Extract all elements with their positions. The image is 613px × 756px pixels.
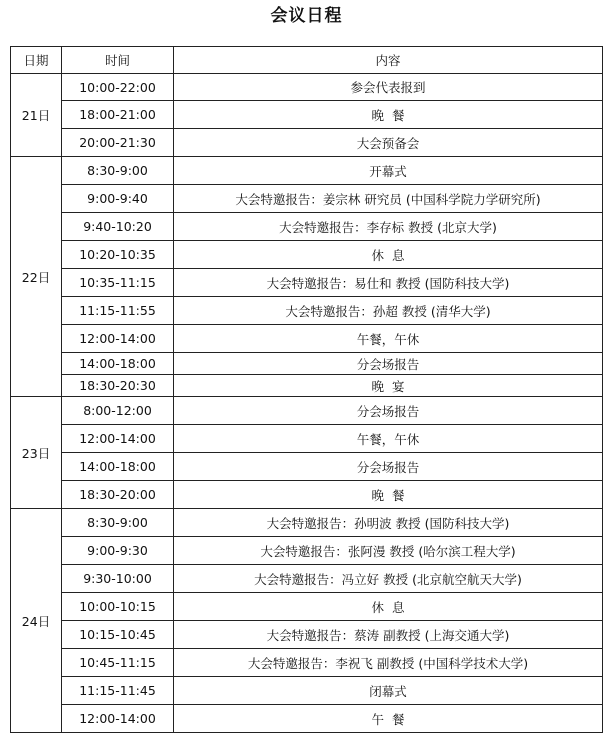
content-cell: 参会代表报到 [174,74,603,101]
time-cell: 8:30-9:00 [62,509,174,537]
content-cell: 晚 餐 [174,481,603,509]
table-row [11,593,603,621]
time-cell: 11:15-11:55 [62,297,174,325]
table-row [11,241,603,269]
table-row [11,425,603,453]
time-cell: 9:00-9:30 [62,537,174,565]
content-cell: 大会预备会 [174,129,603,157]
time-cell: 14:00-18:00 [62,453,174,481]
table-row [11,397,603,425]
content-cell: 休 息 [174,241,603,269]
table-row [11,565,603,593]
time-cell: 10:20-10:35 [62,241,174,269]
content-cell: 大会特邀报告：易仕和 教授 (国防科技大学) [174,269,603,297]
time-cell: 12:00-14:00 [62,705,174,733]
table-row [11,621,603,649]
content-cell: 晚 宴 [174,375,603,397]
table-row [11,213,603,241]
time-cell: 8:00-12:00 [62,397,174,425]
content-cell: 分会场报告 [174,397,603,425]
table-row [11,509,603,537]
table-row [11,297,603,325]
time-cell: 8:30-9:00 [62,157,174,185]
time-cell: 20:00-21:30 [62,129,174,157]
table-row [11,185,603,213]
content-cell: 大会特邀报告：冯立好 教授 (北京航空航天大学) [174,565,603,593]
table-row [11,705,603,733]
content-cell: 分会场报告 [174,353,603,375]
time-cell: 11:15-11:45 [62,677,174,705]
table-row [11,74,603,101]
header-time: 时间 [62,47,174,74]
content-cell: 大会特邀报告：孙明波 教授 (国防科技大学) [174,509,603,537]
content-cell: 闭幕式 [174,677,603,705]
time-cell: 10:45-11:15 [62,649,174,677]
time-cell: 10:35-11:15 [62,269,174,297]
schedule-body [11,74,603,733]
table-row [11,157,603,185]
time-cell: 18:00-21:00 [62,101,174,129]
date-cell: 21日 [11,74,62,157]
table-row [11,375,603,397]
header-date: 日期 [11,47,62,74]
time-cell: 10:00-10:15 [62,593,174,621]
content-cell: 午 餐 [174,705,603,733]
date-cell: 23日 [11,397,62,509]
date-cell: 22日 [11,157,62,397]
content-cell: 午餐，午休 [174,325,603,353]
content-cell: 大会特邀报告：李存标 教授 (北京大学) [174,213,603,241]
content-cell: 大会特邀报告：蔡涛 副教授 (上海交通大学) [174,621,603,649]
table-row [11,677,603,705]
content-cell: 大会特邀报告：李祝飞 副教授 (中国科学技术大学) [174,649,603,677]
table-row [11,353,603,375]
content-cell: 晚 餐 [174,101,603,129]
table-row [11,649,603,677]
schedule-table [10,46,603,733]
table-header [11,47,603,74]
table-row [11,325,603,353]
time-cell: 18:30-20:30 [62,375,174,397]
header-content: 内容 [174,47,603,74]
content-cell: 大会特邀报告：孙超 教授 (清华大学) [174,297,603,325]
time-cell: 9:00-9:40 [62,185,174,213]
table-row [11,537,603,565]
page-title: 会议日程 [270,6,343,26]
time-cell: 10:15-10:45 [62,621,174,649]
content-cell: 大会特邀报告：姜宗林 研究员 (中国科学院力学研究所) [174,185,603,213]
time-cell: 12:00-14:00 [62,325,174,353]
content-cell: 开幕式 [174,157,603,185]
table-row [11,453,603,481]
table-row [11,269,603,297]
time-cell: 9:40-10:20 [62,213,174,241]
time-cell: 10:00-22:00 [62,74,174,101]
table-row [11,101,603,129]
time-cell: 18:30-20:00 [62,481,174,509]
table-row [11,481,603,509]
time-cell: 14:00-18:00 [62,353,174,375]
content-cell: 大会特邀报告：张阿漫 教授 (哈尔滨工程大学) [174,537,603,565]
header-row [11,47,603,74]
content-cell: 分会场报告 [174,453,603,481]
time-cell: 9:30-10:00 [62,565,174,593]
table-row [11,129,603,157]
time-cell: 12:00-14:00 [62,425,174,453]
content-cell: 休 息 [174,593,603,621]
content-cell: 午餐，午休 [174,425,603,453]
date-cell: 24日 [11,509,62,733]
